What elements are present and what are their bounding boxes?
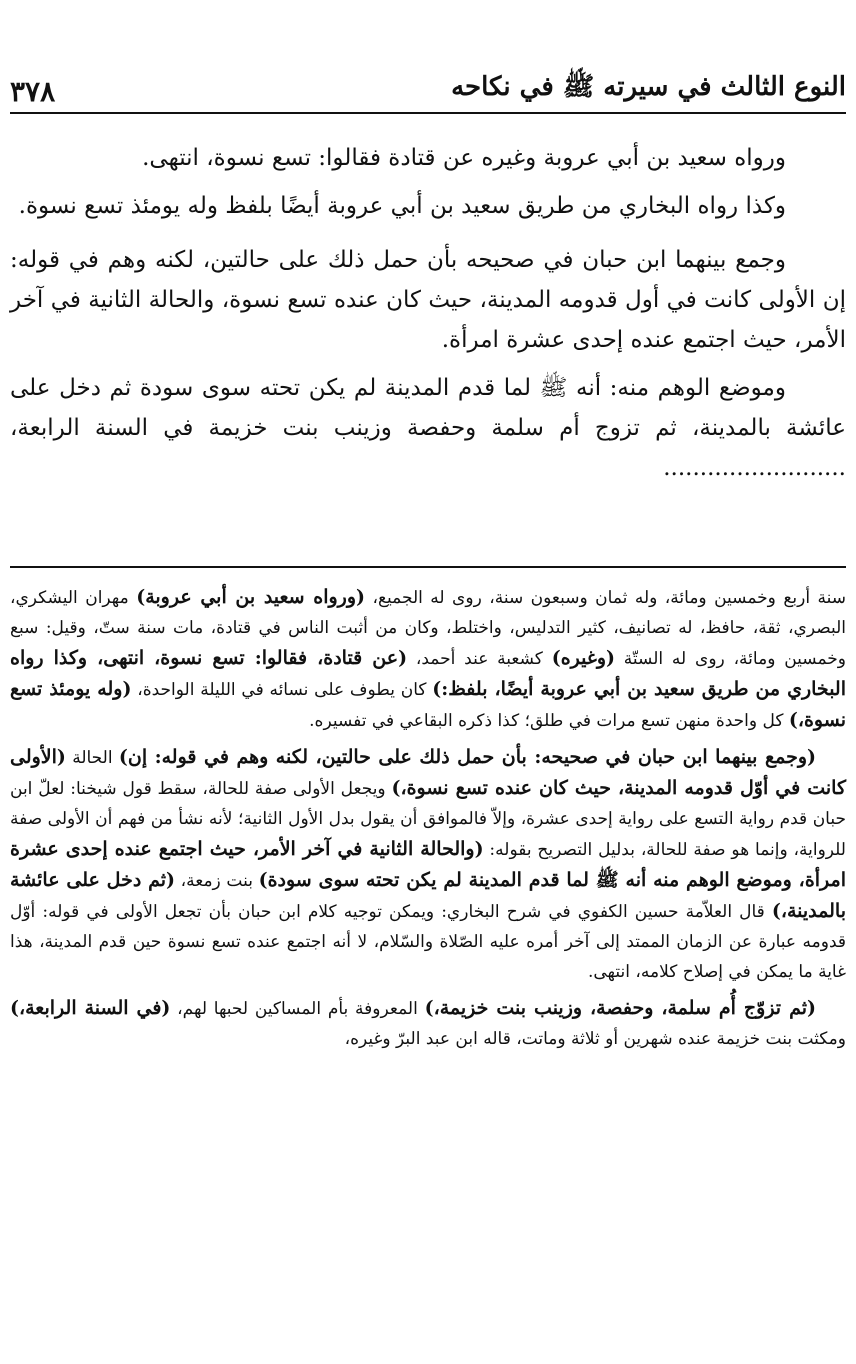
commentary-paragraph: [10, 582, 846, 736]
commentary-text-run: كل واحدة منهن تسع مرات في طلق؛ كذا ذكره البقاعي في تفسيره.: [309, 711, 789, 731]
commentary-text-run: مهران اليشكري، البصري، ثقة، حافظ، له تصانيف، كثير التدليس، واختلط، وكان من أثبت الناس في قتادة، مات سنة ستّ، وقيل: سبع وخمسين ومائة، روى له الستّة: [10, 588, 846, 669]
commentary-paragraph: [10, 993, 846, 1054]
commentary-text: [10, 582, 846, 1060]
commentary-text-run: ومكثت بنت خزيمة عنده شهرين أو ثلاثة وماتت، قاله ابن عبد البرّ وغيره،: [344, 1029, 846, 1049]
quoted-matn: (وله يومئذ تسع نسوة،): [10, 678, 846, 731]
commentary-text-run: بنت زمعة،: [175, 871, 259, 891]
main-paragraph: وموضع الوهم منه: أنه ﷺ لما قدم المدينة لم يكن تحته سوى سودة ثم دخل على عائشة بالمدينة، ثم تزوج أم سلمة وحفصة وزينب بنت خزيمة في السنة الرابعة، .........................: [10, 375, 846, 481]
commentary-text-run: كان يطوف على نسائه في الليلة الواحدة،: [131, 680, 433, 700]
commentary-text-run: المعروفة بأم المساكين لحبها لهم،: [170, 999, 425, 1019]
main-text: [10, 138, 846, 496]
page-number: ٣٧٨: [10, 75, 56, 108]
running-title: النوع الثالث في سيرته ﷺ في نكاحه: [451, 72, 846, 102]
page-header: [10, 58, 846, 114]
footnote-divider: [10, 566, 846, 568]
quoted-matn: (في السنة الرابعة،): [10, 997, 171, 1019]
commentary-text-run: الحالة: [65, 748, 119, 768]
commentary-text-run: كشعبة عند أحمد،: [407, 649, 552, 669]
main-paragraph: وجمع بينهما ابن حبان في صحيحه بأن حمل ذلك على حالتين، لكنه وهم في قوله: إن الأولى كانت في أول قدومه المدينة، حيث كان عنده تسع نسوة، والحالة الثانية في آخر الأمر، حيث اجتمع عنده إحدى عشرة امرأة.: [10, 247, 846, 353]
quoted-matn: (ثم تزوّج أُم سلمة، وحفصة، وزينب بنت خزيمة،): [424, 997, 816, 1019]
commentary-text-run: قال العلاّمة حسين الكفوي في شرح البخاري: ويمكن توجيه كلام ابن حبان بأن تجعل الأولى في قوله: أوّل قدومه عبارة عن الزمان الممتد إلى آخر أمره عليه الصّلاة والسّلام، لا أنه اجتمع عنده تسع نسوة حين قدم المدينة، هذا غاية ما يمكن في إصلاح كلامه، انتهى.: [10, 902, 846, 982]
main-paragraph: ورواه سعيد بن أبي عروبة وغيره عن قتادة فقالوا: تسع نسوة، انتهى.: [142, 145, 786, 171]
quoted-matn: (ورواه سعيد بن أبي عروبة): [136, 586, 366, 608]
quoted-matn: (وغيره): [551, 647, 615, 669]
quoted-matn: (وجمع بينهما ابن حبان في صحيحه: بأن حمل ذلك على حالتين، لكنه وهم في قوله: إن): [118, 746, 816, 768]
commentary-paragraph: [10, 742, 846, 987]
quoted-matn: (والحالة الثانية في آخر الأمر، حيث اجتمع عنده إحدى عشرة امرأة، وموضع الوهم منه أنه ﷺ لما قدم المدينة لم يكن تحته سوى سودة): [10, 838, 846, 891]
commentary-text-run: ويجعل الأولى صفة للحالة، سقط قول شيخنا: لعلّ ابن حبان قدم رواية التسع على رواية إحدى عشرة، وإلاّ فالموافق أن يقول بدل الأول الثانية؛ لأنه نشأ من فهم أن الأولى صفة للرواية، وإنما هو صفة للحالة، بدليل التصريح بقوله:: [10, 779, 846, 860]
main-paragraph: وكذا رواه البخاري من طريق سعيد بن أبي عروبة أيضًا بلفظ وله يومئذ تسع نسوة.: [18, 193, 786, 219]
quoted-matn: (ثم دخل على عائشة بالمدينة،): [10, 869, 846, 922]
quoted-matn: (الأولى كانت في أوّل قدومه المدينة، حيث كان عنده تسع نسوة،): [10, 746, 846, 799]
quoted-matn: (عن قتادة، فقالوا: تسع نسوة، انتهى، وكذا رواه البخاري من طريق سعيد بن أبي عروبة أيضًا، بلفظ:): [10, 647, 846, 700]
commentary-text-run: سنة أربع وخمسين ومائة، وله ثمان وسبعون سنة، روى له الجميع،: [365, 588, 846, 608]
